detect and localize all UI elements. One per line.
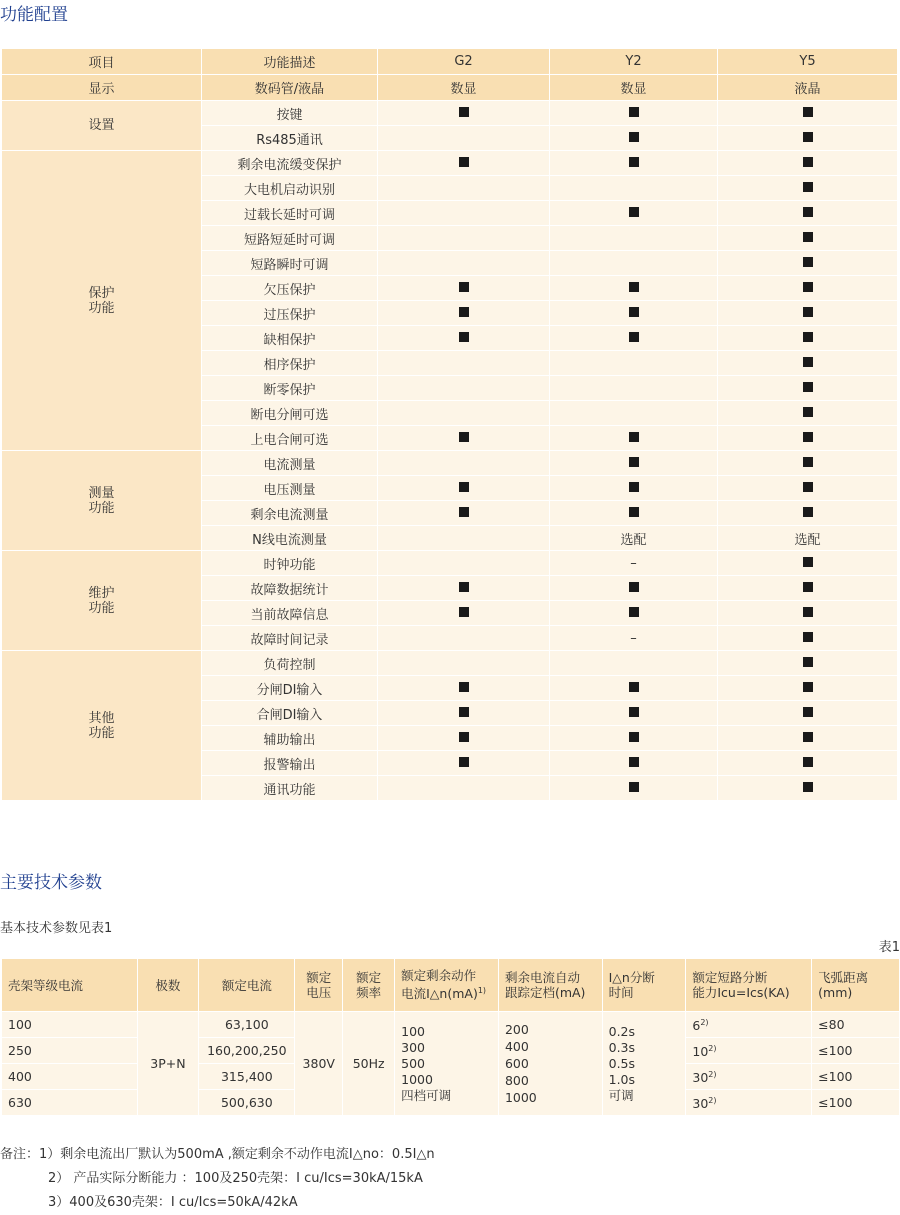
check-square-icon bbox=[378, 751, 550, 776]
feature-desc: 过载长延时可调 bbox=[202, 201, 378, 226]
frame-value: 100 bbox=[2, 1012, 138, 1038]
feature-desc: 通讯功能 bbox=[202, 776, 378, 801]
table-row bbox=[2, 101, 898, 126]
filled-square-icon bbox=[629, 732, 639, 742]
filled-square-icon bbox=[803, 757, 813, 767]
check-square-icon bbox=[378, 326, 550, 351]
note-2: 2） 产品实际分断能力 ：100及250壳架：I cu/Ics=30kA/15kA bbox=[48, 1171, 423, 1186]
category-cell: 测量 功能 bbox=[2, 451, 202, 551]
filled-square-icon bbox=[803, 132, 813, 142]
value-y2: – bbox=[550, 551, 718, 576]
value-g2 bbox=[378, 126, 550, 151]
frame-value: 400 bbox=[2, 1064, 138, 1090]
note-1: 备注：1）剩余电流出厂默认为500mA ,额定剩余不动作电流I△no：0.5I△n bbox=[0, 1147, 435, 1162]
check-square-icon bbox=[718, 451, 898, 476]
display-g2: 数显 bbox=[378, 75, 550, 101]
display-row bbox=[2, 75, 898, 101]
filled-square-icon bbox=[803, 457, 813, 467]
value-y2 bbox=[550, 251, 718, 276]
value-g2 bbox=[378, 226, 550, 251]
table-row bbox=[2, 551, 898, 576]
current-value: 315,400 bbox=[199, 1064, 295, 1090]
value-g2 bbox=[378, 451, 550, 476]
category-cell: 设置 bbox=[2, 101, 202, 151]
filled-square-icon bbox=[803, 632, 813, 642]
breaking-capacity-value: 30$^{2)}$ bbox=[686, 1090, 812, 1116]
tech-header-residual-action: 额定剩余动作 电流I△n(mA)$^{1)}$ bbox=[395, 959, 499, 1012]
filled-square-icon bbox=[629, 332, 639, 342]
value-g2 bbox=[378, 201, 550, 226]
feature-desc: 断零保护 bbox=[202, 376, 378, 401]
feature-desc: 分闸DI输入 bbox=[202, 676, 378, 701]
filled-square-icon bbox=[803, 232, 813, 242]
feature-desc: 相序保护 bbox=[202, 351, 378, 376]
filled-square-icon bbox=[459, 432, 469, 442]
category-cell: 保护 功能 bbox=[2, 151, 202, 451]
tech-header-arc-distance: 飞弧距离 (mm) bbox=[812, 959, 900, 1012]
filled-square-icon bbox=[629, 107, 639, 117]
tech-header-auto-tracking: 剩余电流自动 跟踪定档(mA) bbox=[498, 959, 602, 1012]
filled-square-icon bbox=[459, 682, 469, 692]
filled-square-icon bbox=[803, 682, 813, 692]
feature-desc: 过压保护 bbox=[202, 301, 378, 326]
section-title-tech-params: 主要技术参数 bbox=[0, 873, 102, 893]
tech-row bbox=[2, 1012, 900, 1038]
poles-value: 3P+N bbox=[137, 1012, 199, 1116]
value-g2 bbox=[378, 376, 550, 401]
feature-desc: 故障数据统计 bbox=[202, 576, 378, 601]
filled-square-icon bbox=[459, 757, 469, 767]
notes bbox=[0, 1143, 435, 1215]
check-square-icon bbox=[550, 776, 718, 801]
check-square-icon bbox=[378, 676, 550, 701]
filled-square-icon bbox=[629, 282, 639, 292]
filled-square-icon bbox=[629, 482, 639, 492]
filled-square-icon bbox=[459, 507, 469, 517]
filled-square-icon bbox=[803, 182, 813, 192]
filled-square-icon bbox=[803, 732, 813, 742]
header-item: 项目 bbox=[2, 49, 202, 75]
auto-tracking-values: 200 400 600 800 1000 bbox=[498, 1012, 602, 1116]
value-y2 bbox=[550, 351, 718, 376]
feature-desc: 电流测量 bbox=[202, 451, 378, 476]
value-g2 bbox=[378, 401, 550, 426]
filled-square-icon bbox=[629, 757, 639, 767]
filled-square-icon bbox=[803, 107, 813, 117]
check-square-icon bbox=[550, 276, 718, 301]
tech-params-table bbox=[1, 958, 900, 1116]
category-cell: 其他 功能 bbox=[2, 651, 202, 801]
arc-distance-value: ≤80 bbox=[812, 1012, 900, 1038]
check-square-icon bbox=[550, 151, 718, 176]
filled-square-icon bbox=[459, 582, 469, 592]
filled-square-icon bbox=[803, 257, 813, 267]
check-square-icon bbox=[718, 126, 898, 151]
value-y2 bbox=[550, 226, 718, 251]
check-square-icon bbox=[718, 401, 898, 426]
check-square-icon bbox=[550, 476, 718, 501]
filled-square-icon bbox=[803, 607, 813, 617]
check-square-icon bbox=[550, 426, 718, 451]
table-row bbox=[2, 151, 898, 176]
filled-square-icon bbox=[803, 157, 813, 167]
section-title-function-config: 功能配置 bbox=[0, 5, 68, 25]
filled-square-icon bbox=[459, 332, 469, 342]
filled-square-icon bbox=[803, 507, 813, 517]
check-square-icon bbox=[378, 151, 550, 176]
check-square-icon bbox=[378, 301, 550, 326]
filled-square-icon bbox=[629, 682, 639, 692]
check-square-icon bbox=[550, 501, 718, 526]
value-y2: – bbox=[550, 626, 718, 651]
check-square-icon bbox=[378, 601, 550, 626]
frame-value: 250 bbox=[2, 1038, 138, 1064]
feature-desc: 当前故障信息 bbox=[202, 601, 378, 626]
check-square-icon bbox=[378, 276, 550, 301]
value-g2 bbox=[378, 776, 550, 801]
filled-square-icon bbox=[803, 332, 813, 342]
value-y2: 选配 bbox=[550, 526, 718, 551]
check-square-icon bbox=[718, 676, 898, 701]
value-y2 bbox=[550, 176, 718, 201]
header-desc: 功能描述 bbox=[202, 49, 378, 75]
filled-square-icon bbox=[803, 432, 813, 442]
filled-square-icon bbox=[629, 207, 639, 217]
voltage-value: 380V bbox=[295, 1012, 343, 1116]
check-square-icon bbox=[718, 426, 898, 451]
current-value: 63,100 bbox=[199, 1012, 295, 1038]
filled-square-icon bbox=[803, 557, 813, 567]
check-square-icon bbox=[550, 726, 718, 751]
tech-header-row bbox=[2, 959, 900, 1012]
tech-header-poles: 极数 bbox=[137, 959, 199, 1012]
value-y2 bbox=[550, 376, 718, 401]
current-value: 160,200,250 bbox=[199, 1038, 295, 1064]
feature-desc: N线电流测量 bbox=[202, 526, 378, 551]
check-square-icon bbox=[718, 751, 898, 776]
filled-square-icon bbox=[803, 707, 813, 717]
header-y2: Y2 bbox=[550, 49, 718, 75]
check-square-icon bbox=[550, 326, 718, 351]
check-square-icon bbox=[550, 701, 718, 726]
check-square-icon bbox=[718, 701, 898, 726]
feature-desc: 故障时间记录 bbox=[202, 626, 378, 651]
check-square-icon bbox=[718, 626, 898, 651]
filled-square-icon bbox=[803, 382, 813, 392]
note-3: 3）400及630壳架：I cu/Ics=50kA/42kA bbox=[48, 1195, 298, 1210]
header-y5: Y5 bbox=[718, 49, 898, 75]
filled-square-icon bbox=[459, 157, 469, 167]
check-square-icon bbox=[718, 176, 898, 201]
feature-desc: 上电合闸可选 bbox=[202, 426, 378, 451]
filled-square-icon bbox=[459, 607, 469, 617]
filled-square-icon bbox=[629, 507, 639, 517]
feature-desc: 负荷控制 bbox=[202, 651, 378, 676]
filled-square-icon bbox=[803, 357, 813, 367]
tech-header-break-time: I△n分断 时间 bbox=[602, 959, 686, 1012]
current-value: 500,630 bbox=[199, 1090, 295, 1116]
display-desc: 数码管/液晶 bbox=[202, 75, 378, 101]
check-square-icon bbox=[718, 151, 898, 176]
value-g2 bbox=[378, 651, 550, 676]
check-square-icon bbox=[550, 201, 718, 226]
filled-square-icon bbox=[459, 107, 469, 117]
check-square-icon bbox=[378, 501, 550, 526]
filled-square-icon bbox=[629, 457, 639, 467]
category-cell: 维护 功能 bbox=[2, 551, 202, 651]
check-square-icon bbox=[718, 201, 898, 226]
check-square-icon bbox=[378, 101, 550, 126]
check-square-icon bbox=[718, 301, 898, 326]
check-square-icon bbox=[550, 676, 718, 701]
residual-action-values: 100 300 500 1000 四档可调 bbox=[395, 1012, 499, 1116]
tech-header-frame: 壳架等级电流 bbox=[2, 959, 138, 1012]
check-square-icon bbox=[718, 101, 898, 126]
feature-desc: 电压测量 bbox=[202, 476, 378, 501]
feature-desc: Rs485通讯 bbox=[202, 126, 378, 151]
check-square-icon bbox=[718, 776, 898, 801]
check-square-icon bbox=[378, 576, 550, 601]
filled-square-icon bbox=[459, 307, 469, 317]
value-y5: 选配 bbox=[718, 526, 898, 551]
filled-square-icon bbox=[629, 132, 639, 142]
feature-desc: 短路瞬时可调 bbox=[202, 251, 378, 276]
breaking-capacity-value: 30$^{2)}$ bbox=[686, 1064, 812, 1090]
breaking-capacity-value: 10$^{2)}$ bbox=[686, 1038, 812, 1064]
feature-desc: 短路短延时可调 bbox=[202, 226, 378, 251]
filled-square-icon bbox=[629, 307, 639, 317]
filled-square-icon bbox=[459, 732, 469, 742]
feature-desc: 欠压保护 bbox=[202, 276, 378, 301]
table-row bbox=[2, 651, 898, 676]
check-square-icon bbox=[718, 351, 898, 376]
break-time-values: 0.2s 0.3s 0.5s 1.0s 可调 bbox=[602, 1012, 686, 1116]
filled-square-icon bbox=[803, 782, 813, 792]
table-header-row bbox=[2, 49, 898, 75]
tech-header-breaking-capacity: 额定短路分断 能力Icu=Ics(KA) bbox=[686, 959, 812, 1012]
filled-square-icon bbox=[629, 432, 639, 442]
feature-desc: 辅助输出 bbox=[202, 726, 378, 751]
value-g2 bbox=[378, 176, 550, 201]
check-square-icon bbox=[718, 476, 898, 501]
check-square-icon bbox=[718, 726, 898, 751]
check-square-icon bbox=[718, 276, 898, 301]
filled-square-icon bbox=[629, 782, 639, 792]
check-square-icon bbox=[718, 651, 898, 676]
value-y2 bbox=[550, 651, 718, 676]
check-square-icon bbox=[378, 726, 550, 751]
check-square-icon bbox=[550, 751, 718, 776]
check-square-icon bbox=[718, 376, 898, 401]
feature-desc: 报警输出 bbox=[202, 751, 378, 776]
check-square-icon bbox=[718, 576, 898, 601]
filled-square-icon bbox=[629, 607, 639, 617]
tech-subtitle: 基本技术参数见表1 bbox=[0, 921, 113, 936]
filled-square-icon bbox=[803, 657, 813, 667]
value-g2 bbox=[378, 551, 550, 576]
display-y2: 数显 bbox=[550, 75, 718, 101]
function-config-table bbox=[1, 48, 898, 801]
tech-header-frequency: 额定 频率 bbox=[343, 959, 395, 1012]
feature-desc: 大电机启动识别 bbox=[202, 176, 378, 201]
value-g2 bbox=[378, 351, 550, 376]
check-square-icon bbox=[550, 451, 718, 476]
filled-square-icon bbox=[459, 707, 469, 717]
check-square-icon bbox=[718, 601, 898, 626]
tech-header-voltage: 额定 电压 bbox=[295, 959, 343, 1012]
feature-desc: 剩余电流测量 bbox=[202, 501, 378, 526]
arc-distance-value: ≤100 bbox=[812, 1090, 900, 1116]
value-y2 bbox=[550, 401, 718, 426]
display-y5: 液晶 bbox=[718, 75, 898, 101]
header-g2: G2 bbox=[378, 49, 550, 75]
check-square-icon bbox=[378, 426, 550, 451]
arc-distance-value: ≤100 bbox=[812, 1038, 900, 1064]
table-label: 表1 bbox=[878, 940, 900, 955]
filled-square-icon bbox=[803, 582, 813, 592]
check-square-icon bbox=[378, 476, 550, 501]
check-square-icon bbox=[718, 326, 898, 351]
feature-desc: 缺相保护 bbox=[202, 326, 378, 351]
tech-header-current: 额定电流 bbox=[199, 959, 295, 1012]
check-square-icon bbox=[718, 251, 898, 276]
filled-square-icon bbox=[803, 407, 813, 417]
check-square-icon bbox=[718, 501, 898, 526]
check-square-icon bbox=[550, 576, 718, 601]
frequency-value: 50Hz bbox=[343, 1012, 395, 1116]
check-square-icon bbox=[550, 126, 718, 151]
filled-square-icon bbox=[803, 307, 813, 317]
check-square-icon bbox=[550, 101, 718, 126]
filled-square-icon bbox=[459, 282, 469, 292]
feature-desc: 断电分闸可选 bbox=[202, 401, 378, 426]
filled-square-icon bbox=[459, 482, 469, 492]
check-square-icon bbox=[378, 701, 550, 726]
filled-square-icon bbox=[803, 482, 813, 492]
value-g2 bbox=[378, 626, 550, 651]
value-g2 bbox=[378, 526, 550, 551]
check-square-icon bbox=[550, 601, 718, 626]
feature-desc: 剩余电流缓变保护 bbox=[202, 151, 378, 176]
arc-distance-value: ≤100 bbox=[812, 1064, 900, 1090]
filled-square-icon bbox=[803, 282, 813, 292]
filled-square-icon bbox=[629, 157, 639, 167]
feature-desc: 合闸DI输入 bbox=[202, 701, 378, 726]
feature-desc: 按键 bbox=[202, 101, 378, 126]
table-row bbox=[2, 451, 898, 476]
breaking-capacity-value: 6$^{2)}$ bbox=[686, 1012, 812, 1038]
check-square-icon bbox=[718, 551, 898, 576]
filled-square-icon bbox=[629, 707, 639, 717]
frame-value: 630 bbox=[2, 1090, 138, 1116]
feature-desc: 时钟功能 bbox=[202, 551, 378, 576]
filled-square-icon bbox=[803, 207, 813, 217]
value-g2 bbox=[378, 251, 550, 276]
display-item: 显示 bbox=[2, 75, 202, 101]
check-square-icon bbox=[550, 301, 718, 326]
check-square-icon bbox=[718, 226, 898, 251]
filled-square-icon bbox=[629, 582, 639, 592]
